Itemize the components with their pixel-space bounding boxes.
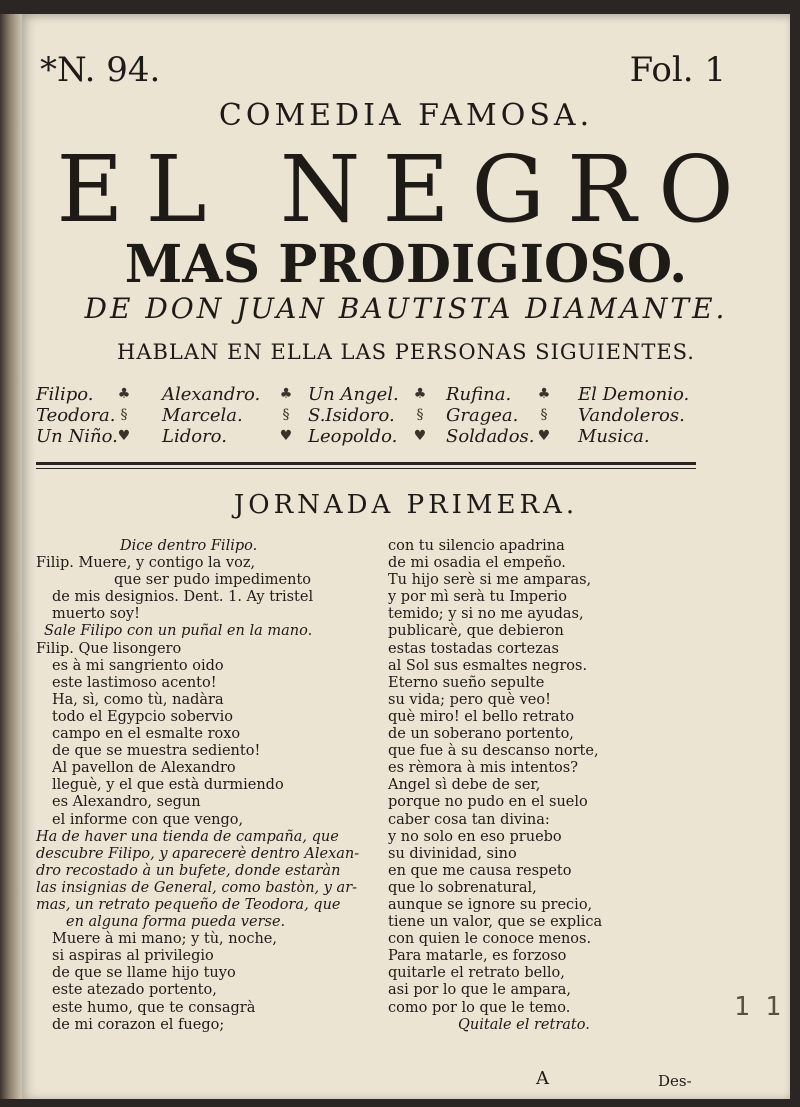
book-spine [0, 14, 24, 1099]
verse-line: este humo, que te consagrà [52, 999, 256, 1016]
verse-line: estas tostadas cortezas [388, 640, 559, 657]
verse-line: de un soberano portento, [388, 726, 574, 743]
stage-direction: Ha de haver una tienda de campaña, que [36, 828, 339, 845]
verse-line: Al pavellon de Alexandro [52, 760, 236, 777]
cast-column-4 [446, 384, 535, 447]
ornament-icon: ♣ § ♥ [279, 386, 293, 444]
verse-line: de mi osadia el empeño. [388, 555, 566, 572]
verse-line: campo en el esmalte roxo [52, 726, 241, 743]
verse-line: es rèmora à mis intentos? [388, 760, 578, 777]
catchword: Des- [658, 1072, 692, 1090]
verse-line: Para matarle, es forzoso [388, 948, 567, 965]
verse-line: al Sol sus esmaltes negros. [388, 657, 588, 674]
verse-line: Filip. Que lisongero [36, 640, 182, 657]
verse-line: asi por lo que le ampara, [388, 982, 572, 999]
cast-member: El Demonio. [578, 384, 690, 405]
left-text-column [36, 538, 359, 1034]
stage-direction: mas, un retrato pequeño de Teodora, que [36, 896, 341, 913]
stage-direction: dro recostado à un bufete, donde estaràn [36, 862, 341, 879]
stage-direction: Quitale el retrato. [458, 1016, 590, 1033]
cast-member: Vandoleros. [578, 405, 685, 426]
verse-line: este lastimoso acento! [52, 674, 217, 691]
verse-line: con quien le conoce menos. [388, 931, 592, 948]
cast-member: Un Niño. [36, 426, 118, 447]
verse-line: temido; y si no me ayudas, [388, 606, 584, 623]
cast-member: S.Isidoro. [308, 405, 395, 426]
cast-member: Lidoro. [162, 426, 227, 447]
cast-member: Teodora. [36, 405, 116, 426]
margin-mark: 1 1 [734, 992, 781, 1022]
right-text-column [388, 538, 602, 1034]
verse-line: de mis designios. Dent. 1. Ay tristel [52, 589, 314, 606]
verse-line: porque no pudo en el suelo [388, 794, 588, 811]
sub-title: MAS PRODIGIOSO. [124, 234, 688, 295]
verse-line: y no solo en eso pruebo [388, 828, 562, 845]
comedia-heading: COMEDIA FAMOSA. [218, 98, 594, 133]
author-line: DE DON JUAN BAUTISTA DIAMANTE. [84, 292, 728, 325]
cast-column-2 [162, 384, 260, 447]
stage-direction: Sale Filipo con un puñal en la mano. [44, 623, 313, 640]
verse-line: lleguè, y el que està durmiendo [52, 777, 284, 794]
ornament-icon: ♣ § ♥ [413, 386, 427, 444]
cast-member: Gragea. [446, 405, 519, 426]
verse-line: que ser pudo impedimento [114, 572, 312, 589]
verse-line: su divinidad, sino [388, 845, 517, 862]
verse-line: que fue à su descanso norte, [388, 743, 599, 760]
stage-direction: descubre Filipo, y aparecerè dentro Alexan- [36, 845, 360, 862]
verse-line: todo el Egypcio sobervio [52, 708, 233, 725]
verse-line: publicarè, que debieron [388, 623, 564, 640]
stage-direction: en alguna forma pueda verse. [66, 914, 286, 931]
stage-direction: Dice dentro Filipo. [120, 538, 258, 554]
ornament-icon: ♣ § ♥ [537, 386, 551, 444]
verse-line: Tu hijo serè si me amparas, [388, 572, 592, 589]
cast-heading: HABLAN EN ELLA LAS PERSONAS SIGUIENTES. [117, 340, 695, 364]
cast-member: Musica. [578, 426, 650, 447]
verse-line: y por mì serà tu Imperio [388, 589, 567, 606]
verse-line: Eterno sueño sepulte [388, 674, 545, 691]
verse-line: de que se llame hijo tuyo [52, 965, 236, 982]
cast-column-3 [308, 384, 399, 447]
cast-member: Soldados. [446, 426, 535, 447]
verse-line: de que se muestra sediento! [52, 743, 261, 760]
verse-line: como por lo que le temo. [388, 999, 571, 1016]
verse-line: muerto soy! [52, 606, 140, 623]
main-title: EL NEGRO [56, 136, 756, 243]
verse-line: aunque se ignore su precio, [388, 896, 593, 913]
verse-line: què miro! el bello retrato [388, 708, 575, 725]
verse-line: es Alexandro, segun [52, 794, 201, 811]
verse-line: es à mi sangriento oido [52, 657, 224, 674]
cast-member: Alexandro. [162, 384, 261, 405]
verse-line: de mi corazon el fuego; [52, 1016, 225, 1033]
double-rule-thick [36, 462, 696, 465]
cast-member: Rufina. [446, 384, 512, 405]
verse-line: Muere à mi mano; y tù, noche, [52, 931, 277, 948]
cast-member: Leopoldo. [308, 426, 398, 447]
folio-number: Fol. 1 [629, 50, 726, 90]
cast-member: Filipo. [36, 384, 94, 405]
verse-line: en que me causa respeto [388, 862, 572, 879]
verse-line: Filip. Muere, y contigo la voz, [36, 555, 256, 572]
ornament-icon: ♣ § ♥ [117, 386, 131, 444]
comedia-number: *N. 94. [40, 50, 161, 90]
cast-member: Un Angel. [308, 384, 399, 405]
verse-line: que lo sobrenatural, [388, 879, 537, 896]
double-rule-thin [36, 468, 696, 469]
verse-line: tiene un valor, que se explica [388, 914, 603, 931]
cast-member: Marcela. [162, 405, 243, 426]
verse-line: Ha, sì, como tù, nadàra [52, 691, 224, 708]
act-heading: JORNADA PRIMERA. [233, 490, 579, 520]
verse-line: con tu silencio apadrina [388, 538, 565, 554]
cast-column-1 [36, 384, 118, 447]
cast-column-5 [578, 384, 689, 447]
verse-line: Angel sì debe de ser, [388, 777, 541, 794]
verse-line: quitarle el retrato bello, [388, 965, 565, 982]
verse-line: este atezado portento, [52, 982, 217, 999]
book-page [22, 14, 790, 1099]
stage-direction: las insignias de General, como bastòn, y ar- [36, 879, 358, 896]
printer-signature: A [536, 1068, 549, 1089]
verse-line: si aspiras al privilegio [52, 948, 214, 965]
verse-line: caber cosa tan divina: [388, 811, 550, 828]
verse-line: el informe con que vengo, [52, 811, 244, 828]
verse-line: su vida; pero què veo! [388, 691, 551, 708]
